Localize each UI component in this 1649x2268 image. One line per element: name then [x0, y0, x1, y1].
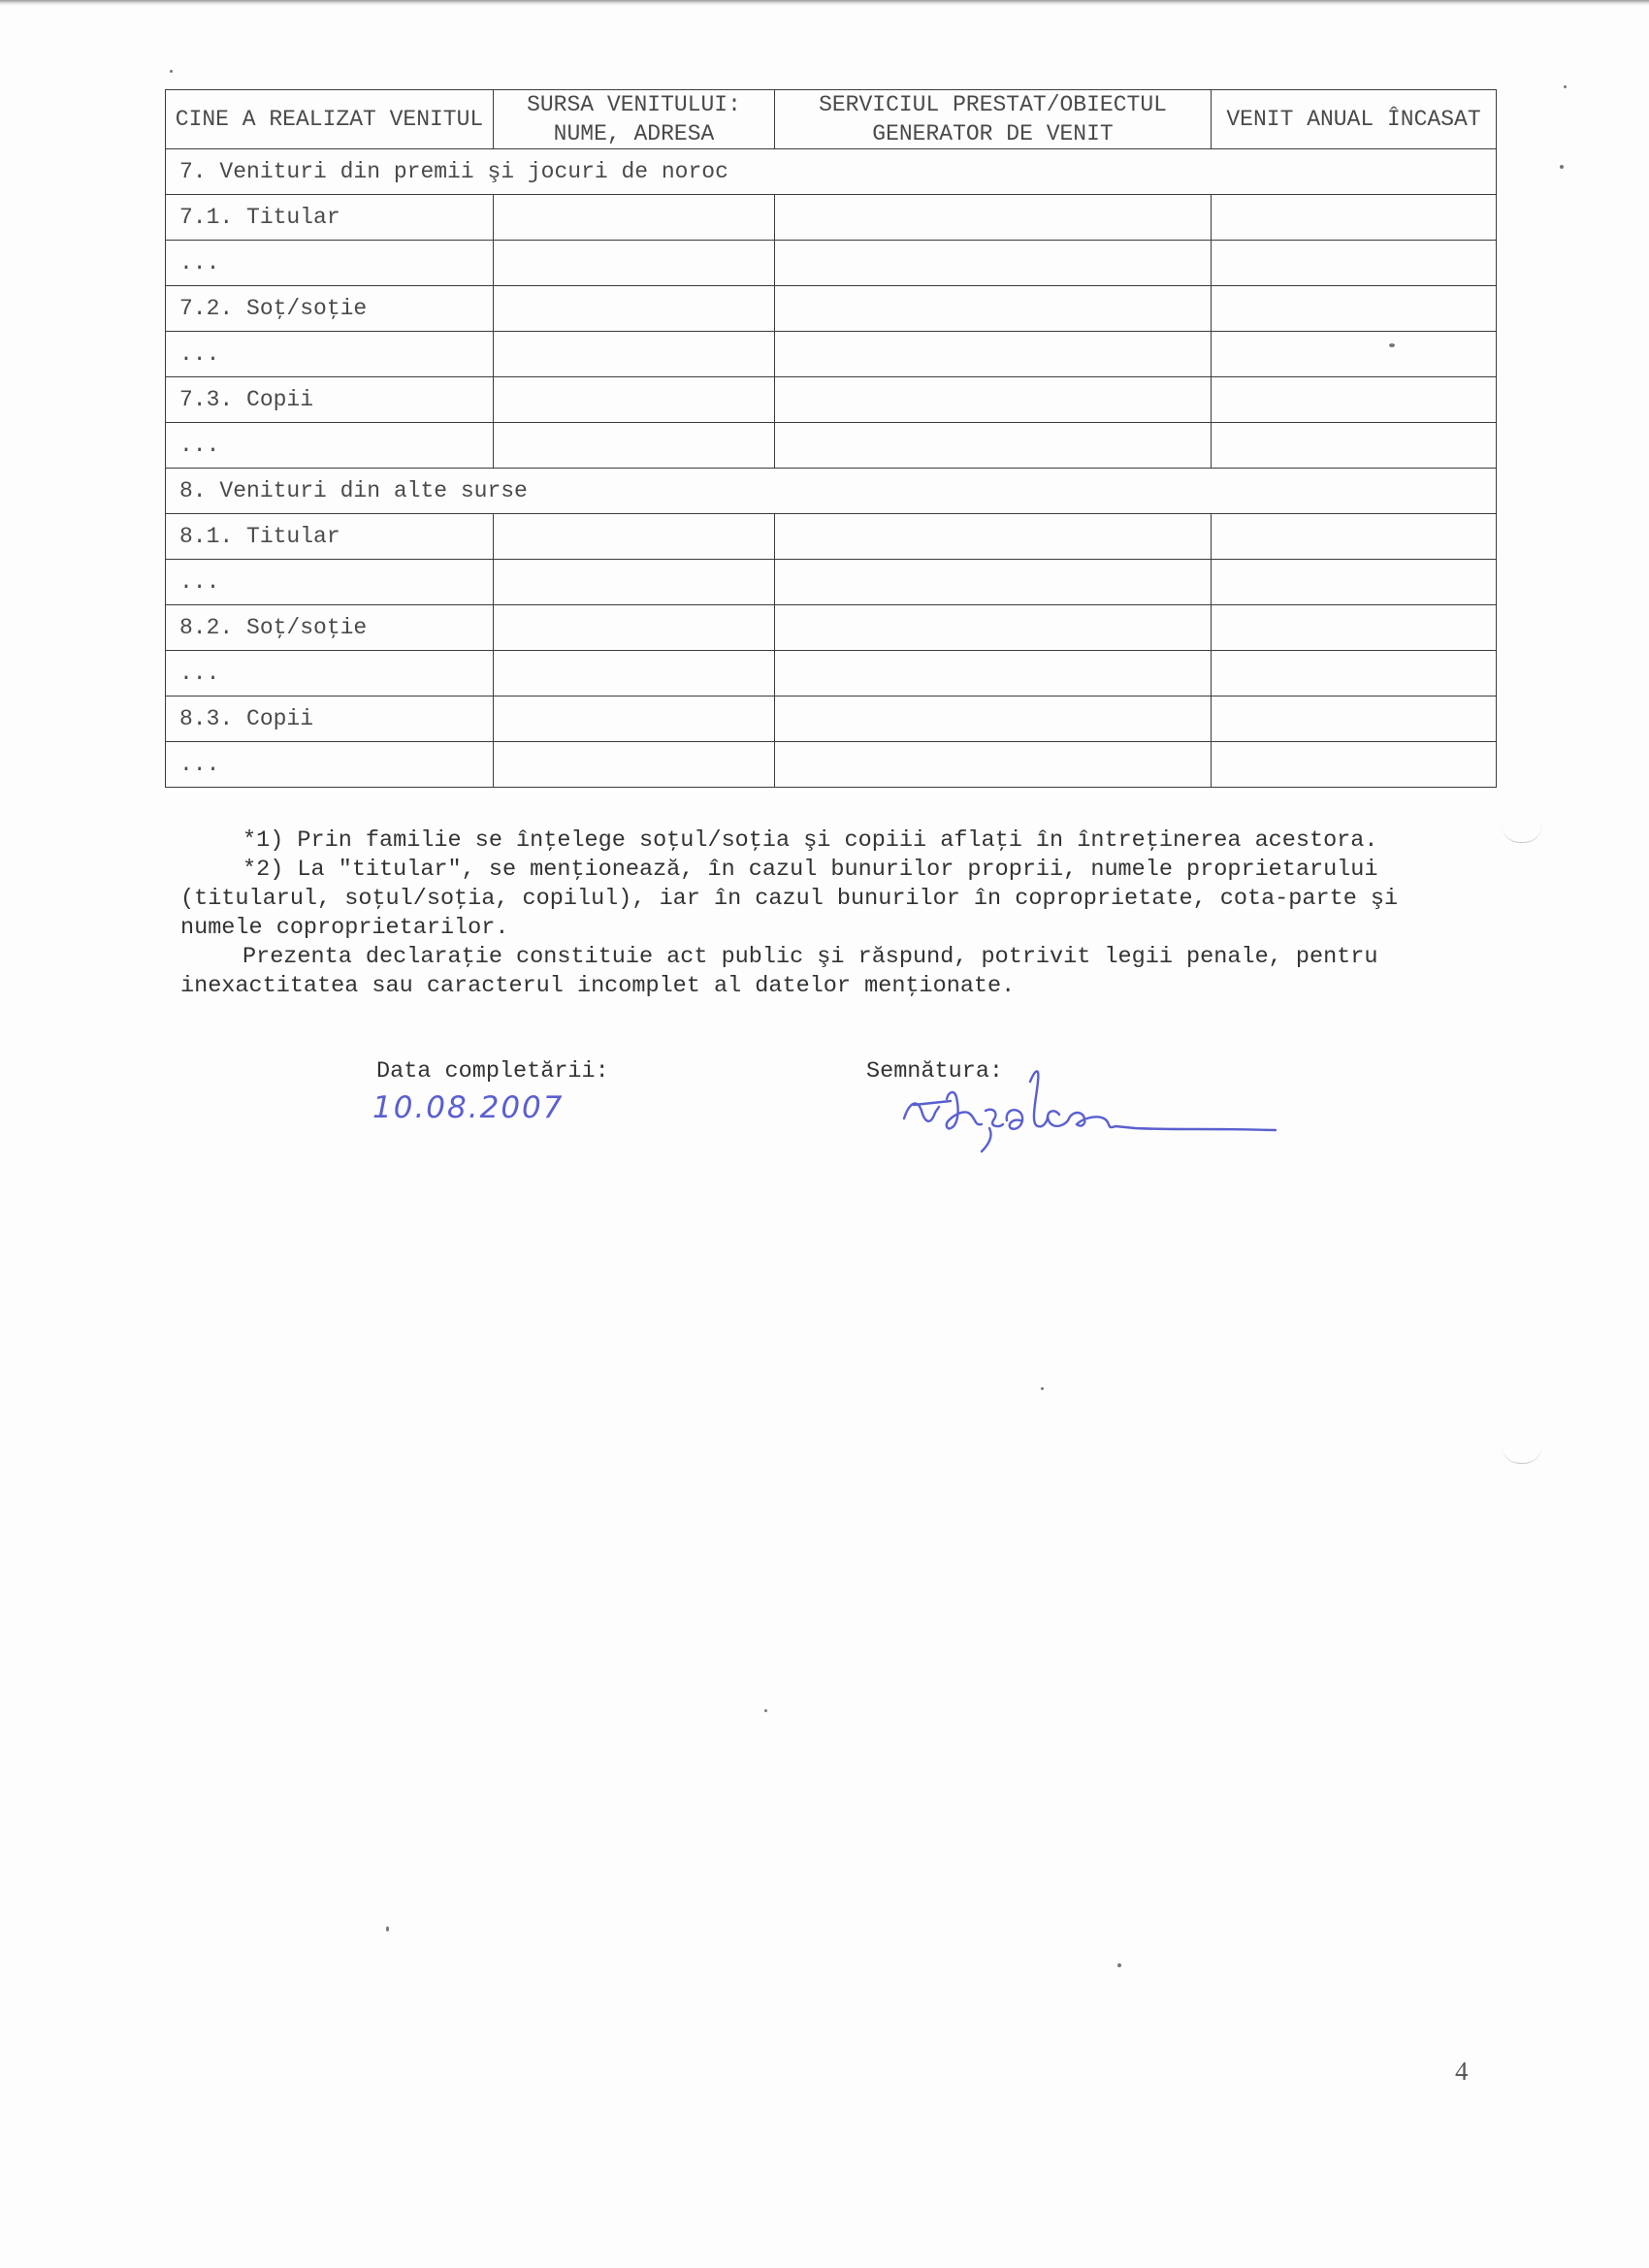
table-row — [166, 332, 1497, 377]
table-row — [166, 651, 1497, 697]
source-cell — [494, 423, 775, 469]
source-cell — [494, 560, 775, 605]
footnote-2: *2) La "titular", se menţionează, în cazul bunurilor proprii, numele proprietarului (titularul, soţul/soţia, copilul), iar în cazul bunurilor în coproprietate, cota-parte şi numele coproprietarilor. — [180, 857, 1399, 941]
table-body — [166, 149, 1497, 788]
header-venit-anual: VENIT ANUAL ÎNCASAT — [1212, 90, 1497, 149]
scan-mark — [1502, 825, 1542, 843]
footnote-1: *1) Prin familie se înţelege soţul/soţia şi copiii aflaţi în întreţinerea acestora. — [242, 827, 1378, 854]
income-cell — [1212, 377, 1497, 423]
income-cell — [1212, 742, 1497, 788]
section-title: 7. Venituri din premii şi jocuri de noroc — [166, 149, 1497, 195]
scan-mark — [1502, 1445, 1542, 1464]
service-cell — [775, 514, 1212, 560]
service-cell — [775, 195, 1212, 241]
service-cell — [775, 742, 1212, 788]
row-label-cell: ... — [166, 651, 494, 697]
source-cell — [494, 195, 775, 241]
service-cell — [775, 286, 1212, 332]
service-cell — [775, 605, 1212, 651]
row-label-cell: 8.3. Copii — [166, 697, 494, 742]
service-cell — [775, 560, 1212, 605]
row-label-cell: 8.2. Soţ/soţie — [166, 605, 494, 651]
income-cell — [1212, 195, 1497, 241]
table-row — [166, 241, 1497, 286]
source-cell — [494, 241, 775, 286]
scan-speck — [170, 70, 173, 73]
row-label-cell: 7.1. Titular — [166, 195, 494, 241]
source-cell — [494, 514, 775, 560]
row-label-cell: ... — [166, 742, 494, 788]
row-label-cell: ... — [166, 423, 494, 469]
income-cell — [1212, 286, 1497, 332]
service-cell — [775, 332, 1212, 377]
footnotes — [180, 826, 1441, 1001]
section-title: 8. Venituri din alte surse — [166, 469, 1497, 514]
table-row — [166, 195, 1497, 241]
date-value-handwritten: 10.08.2007 — [372, 1090, 565, 1125]
row-label-cell: ... — [166, 332, 494, 377]
service-cell — [775, 697, 1212, 742]
scan-speck — [1041, 1387, 1044, 1390]
scan-edge — [0, 0, 1649, 6]
scan-speck — [764, 1709, 767, 1712]
row-label-cell: 8.1. Titular — [166, 514, 494, 560]
header-serviciul-prestat: SERVICIUL PRESTAT/OBIECTUL GENERATOR DE VENIT — [775, 90, 1212, 149]
income-table — [165, 89, 1497, 788]
scan-speck — [1564, 85, 1567, 88]
table-row — [166, 286, 1497, 332]
income-cell — [1212, 651, 1497, 697]
income-cell — [1212, 560, 1497, 605]
source-cell — [494, 697, 775, 742]
section-row — [166, 469, 1497, 514]
scan-speck — [1560, 165, 1564, 169]
declaration-statement: Prezenta declaraţie constituie act public şi răspund, potrivit legii penale, pentru inexactitatea sau caracterul incomplet al datelor menţionate. — [180, 944, 1378, 999]
income-cell — [1212, 332, 1497, 377]
income-cell — [1212, 605, 1497, 651]
page-number: 4 — [1455, 2057, 1469, 2086]
scan-speck — [386, 1928, 389, 1931]
source-cell — [494, 605, 775, 651]
section-row — [166, 149, 1497, 195]
header-sursa-venitului: SURSA VENITULUI: NUME, ADRESA — [494, 90, 775, 149]
table-row — [166, 423, 1497, 469]
service-cell — [775, 423, 1212, 469]
income-cell — [1212, 514, 1497, 560]
handwritten-signature — [892, 1043, 1280, 1169]
source-cell — [494, 377, 775, 423]
table-header-row — [166, 90, 1497, 149]
row-label-cell: ... — [166, 560, 494, 605]
source-cell — [494, 651, 775, 697]
table-row — [166, 560, 1497, 605]
income-cell — [1212, 423, 1497, 469]
header-cine-a-realizat: CINE A REALIZAT VENITUL — [166, 90, 494, 149]
table-row — [166, 697, 1497, 742]
service-cell — [775, 241, 1212, 286]
income-cell — [1212, 241, 1497, 286]
table-row — [166, 377, 1497, 423]
row-label-cell: ... — [166, 241, 494, 286]
signature-label: Semnătura: — [866, 1058, 1004, 1085]
source-cell — [494, 742, 775, 788]
service-cell — [775, 651, 1212, 697]
table-row — [166, 605, 1497, 651]
scan-speck — [1117, 1963, 1121, 1967]
row-label-cell: 7.3. Copii — [166, 377, 494, 423]
source-cell — [494, 286, 775, 332]
table-row — [166, 514, 1497, 560]
table-row — [166, 742, 1497, 788]
source-cell — [494, 332, 775, 377]
income-cell — [1212, 697, 1497, 742]
service-cell — [775, 377, 1212, 423]
date-label: Data completării: — [376, 1058, 609, 1085]
scan-speck — [1389, 343, 1395, 347]
row-label-cell: 7.2. Soţ/soţie — [166, 286, 494, 332]
